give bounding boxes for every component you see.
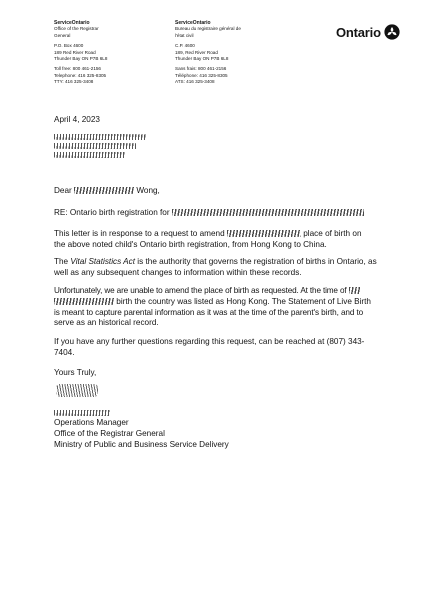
closing: Yours Truly, [54, 368, 97, 377]
header-french-line: C.P. 4600 [175, 43, 195, 49]
re-prefix: RE: Ontario birth registration for [54, 208, 170, 217]
header-english-line: Thunder Bay ON P7B 6L8 [54, 56, 108, 62]
redacted-name [349, 287, 361, 294]
signature-block [54, 418, 229, 450]
redacted-address-line [54, 152, 126, 158]
act-name: Vital Statistics Act [70, 257, 136, 266]
p1-text-a: This letter is in response to a request to amend [54, 229, 225, 238]
header-english-title: ServiceOntario [54, 20, 90, 26]
p3-text-a: Unfortunately, we are unable to amend the place of birth as requested. At the time of [54, 286, 347, 295]
redacted-name [227, 230, 301, 237]
header-french-line: ATS: 416 325-3408 [175, 79, 215, 85]
p1-text-b: place of birth on [303, 229, 362, 238]
p4-text-a: If you have any further questions regarding this request, can be reached at (807) 343- [54, 337, 365, 346]
p3-text-d: serve as an historical record. [54, 318, 159, 328]
p2-text-c: well as any subsequent changes to information within these records. [54, 267, 302, 277]
paragraph-request [54, 229, 399, 251]
signature [56, 384, 98, 397]
signer-office: Office of the Registrar General [54, 428, 165, 438]
redacted-signer-name [54, 410, 110, 416]
header-english-line: Telephone: 416 325-8305 [54, 72, 107, 78]
trillium-icon [384, 24, 400, 40]
header-french-line: Thunder Bay ON P7B 6L8 [175, 56, 229, 62]
p3-text-c: is meant to capture parental information as it was at the time of the parent's birth, and to [54, 307, 364, 317]
signer-title: Operations Manager [54, 418, 129, 427]
header-french-line: Téléphone: 416 325-8305 [175, 72, 228, 78]
redacted-name [54, 298, 114, 305]
salutation-suffix: Wong, [136, 186, 160, 195]
ontario-wordmark: Ontario [336, 24, 381, 40]
signer-ministry: Ministry of Public and Business Service Delivery [54, 439, 229, 449]
p2-text-b: is the authority that governs the registration of births in Ontario, as [137, 257, 377, 266]
redacted-name [74, 187, 134, 194]
header-french-title: ServiceOntario [175, 20, 211, 26]
header-english-line: 189 Red River Road [54, 49, 96, 55]
header-english-block [54, 20, 107, 86]
redacted-child-name [172, 209, 364, 216]
p4-text-b: 7404. [54, 347, 75, 357]
header-english-line: P.O. Box 4600 [54, 43, 84, 49]
paragraph-decision [54, 286, 399, 329]
header-english-line: Toll free: 800 461-2156 [54, 66, 101, 72]
p2-text-a: The [54, 257, 69, 266]
header-french-line: Sans frais: 800 461-2156 [175, 66, 227, 72]
p1-text-c: the above noted child's Ontario birth registration, from Hong Kong to China. [54, 239, 327, 249]
header-english-line: TTY: 416 325-3408 [54, 79, 94, 85]
paragraph-contact [54, 337, 399, 359]
header-english-line: General [54, 32, 71, 38]
paragraph-authority [54, 257, 399, 279]
redacted-address-line [54, 143, 136, 149]
header-french-line: l'état civil [175, 32, 194, 38]
header-french-line: 189, Red River Road [175, 49, 218, 55]
header-english-line: Office of the Registrar [54, 26, 99, 32]
re-line [54, 208, 364, 219]
redacted-address-line [54, 134, 146, 140]
salutation [54, 186, 160, 197]
salutation-prefix: Dear [54, 186, 72, 195]
letter-date: April 4, 2023 [54, 115, 100, 124]
header-french-line: Bureau du registraire général de [175, 26, 241, 32]
ontario-logo [336, 24, 400, 40]
header-french-block [175, 20, 241, 86]
p3-text-b: birth the country was listed as Hong Kong. The Statement of Live Birth [116, 296, 371, 306]
